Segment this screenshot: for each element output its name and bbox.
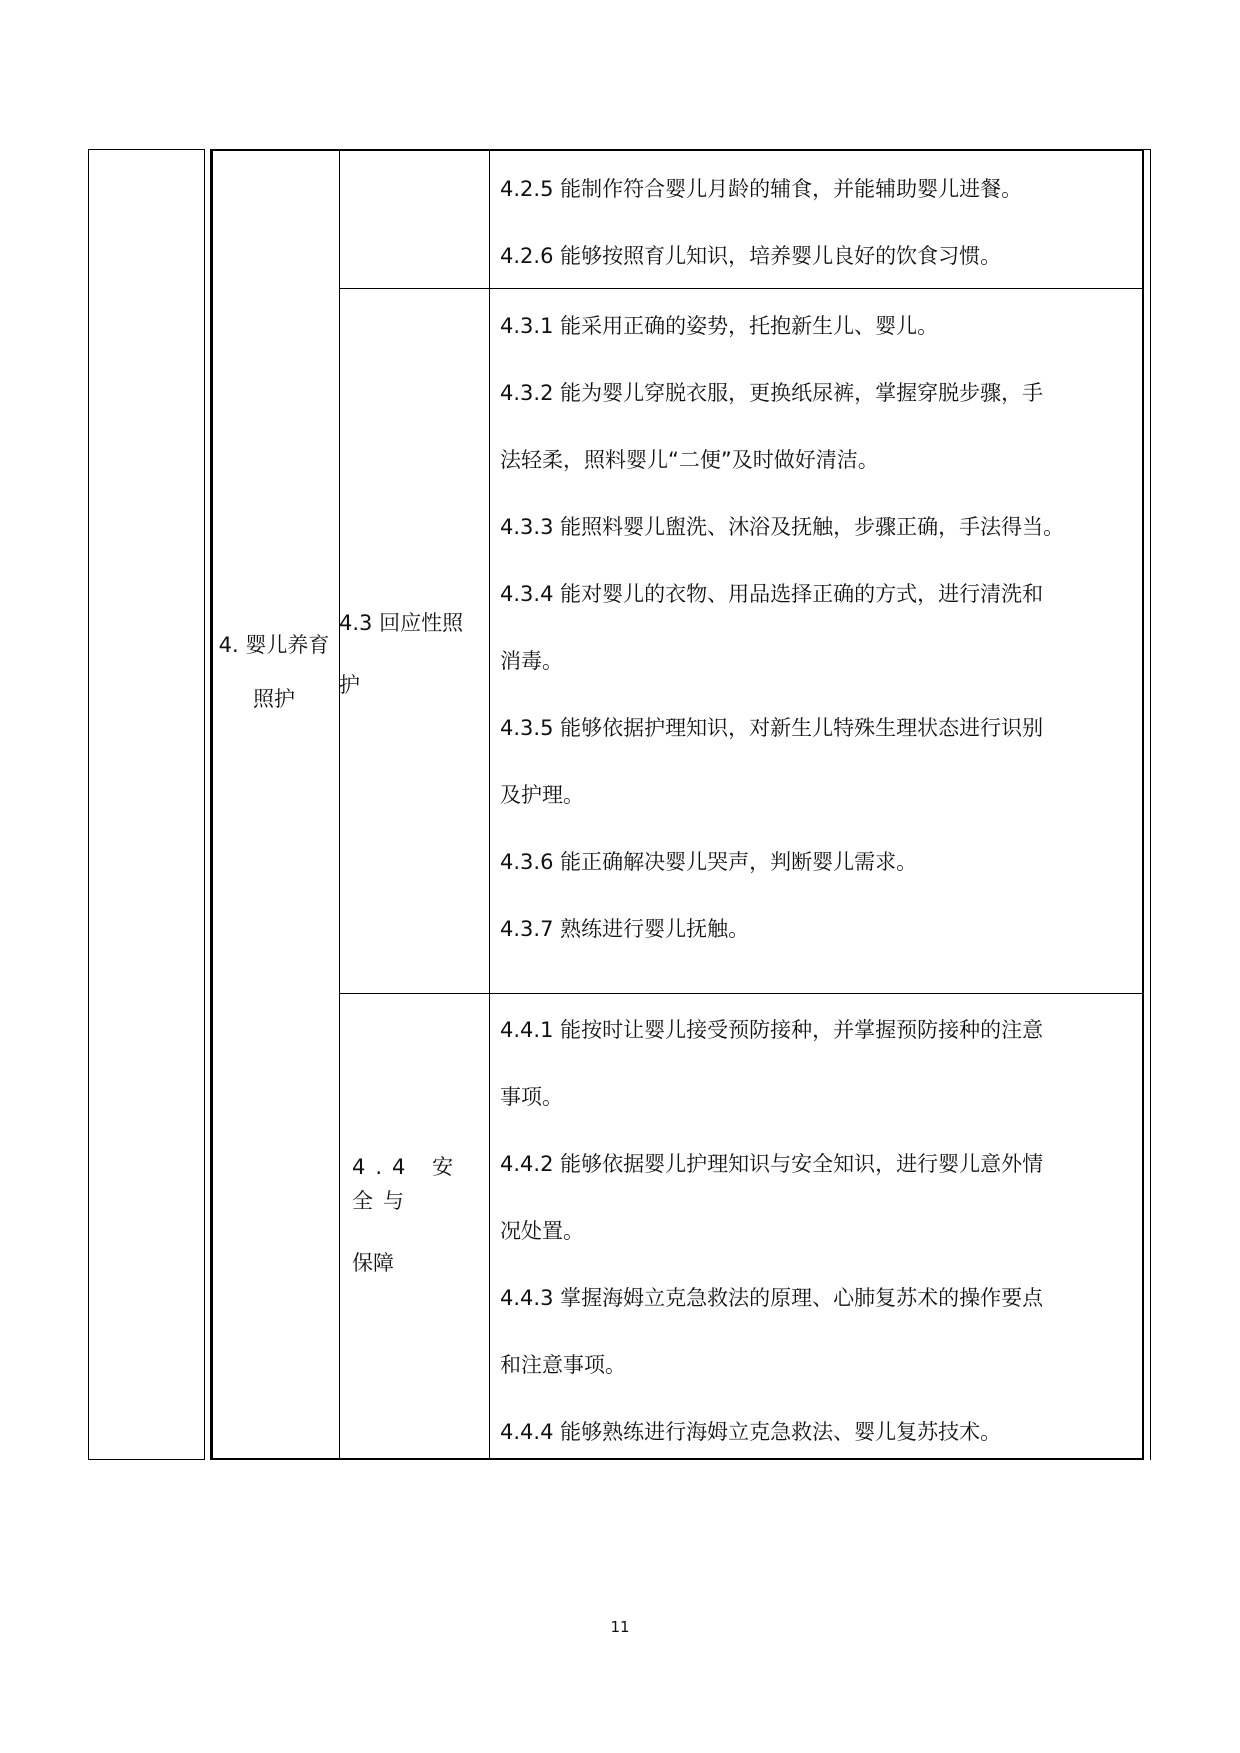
subcategory-4-3-label [339, 606, 479, 702]
item-4-3-4-cont: 消毒。 [500, 649, 563, 673]
page-number: 11 [610, 1618, 630, 1636]
subcategory-4-4-line1: 4.4 安全与 [352, 1155, 464, 1213]
item-4-4-2-cont: 况处置。 [500, 1219, 584, 1243]
item-4-3-4: 4.3.4 能对婴儿的衣物、用品选择正确的方式，进行清洗和 [500, 582, 1044, 606]
item-4-3-3: 4.3.3 能照料婴儿盥洗、沐浴及抚触，步骤正确，手法得当。 [500, 515, 1065, 539]
item-4-4-3-cont: 和注意事项。 [500, 1353, 626, 1377]
row-divider-4-2 [339, 288, 1142, 289]
item-4-3-2: 4.3.2 能为婴儿穿脱衣服，更换纸尿裤，掌握穿脱步骤，手 [500, 381, 1044, 405]
category-label-line2: 照护 [253, 687, 295, 711]
subcategory-4-4-line2: 保障 [352, 1251, 394, 1275]
item-4-3-5: 4.3.5 能够依据护理知识，对新生儿特殊生理状态进行识别 [500, 716, 1044, 740]
item-4-3-6: 4.3.6 能正确解决婴儿哭声，判断婴儿需求。 [500, 850, 918, 874]
item-4-3-7: 4.3.7 熟练进行婴儿抚触。 [500, 917, 750, 941]
item-4-2-5: 4.2.5 能制作符合婴儿月龄的辅食，并能辅助婴儿进餐。 [500, 177, 1023, 201]
subcategory-4-3-line2: 护 [339, 673, 360, 697]
column-divider-1 [339, 151, 340, 1458]
item-4-2-6: 4.2.6 能够按照育儿知识，培养婴儿良好的饮食习惯。 [500, 244, 1002, 268]
item-4-3-5-cont: 及护理。 [500, 783, 584, 807]
item-4-4-4: 4.4.4 能够熟练进行海姆立克急救法、婴儿复苏技术。 [500, 1420, 1002, 1444]
item-4-4-1: 4.4.1 能按时让婴儿接受预防接种，并掌握预防接种的注意 [500, 1018, 1044, 1042]
subcategory-4-3-line1: 4.3 回应性照 [339, 611, 464, 635]
category-label-line1: 4. 婴儿养育 [218, 633, 330, 657]
outer-left-column [88, 149, 205, 1460]
item-4-4-3: 4.4.3 掌握海姆立克急救法的原理、心肺复苏术的操作要点 [500, 1286, 1044, 1310]
item-4-3-2-cont: 法轻柔，照料婴儿“二便”及时做好清洁。 [500, 448, 879, 472]
row-divider-4-3 [339, 993, 1142, 994]
item-4-3-1: 4.3.1 能采用正确的姿势，托抱新生儿、婴儿。 [500, 314, 939, 338]
item-4-4-2: 4.4.2 能够依据婴儿护理知识与安全知识，进行婴儿意外情 [500, 1152, 1044, 1176]
item-4-4-1-cont: 事项。 [500, 1085, 563, 1109]
category-label [212, 628, 336, 716]
table-right-rail [1144, 149, 1151, 1460]
subcategory-4-4-label [352, 1150, 492, 1280]
